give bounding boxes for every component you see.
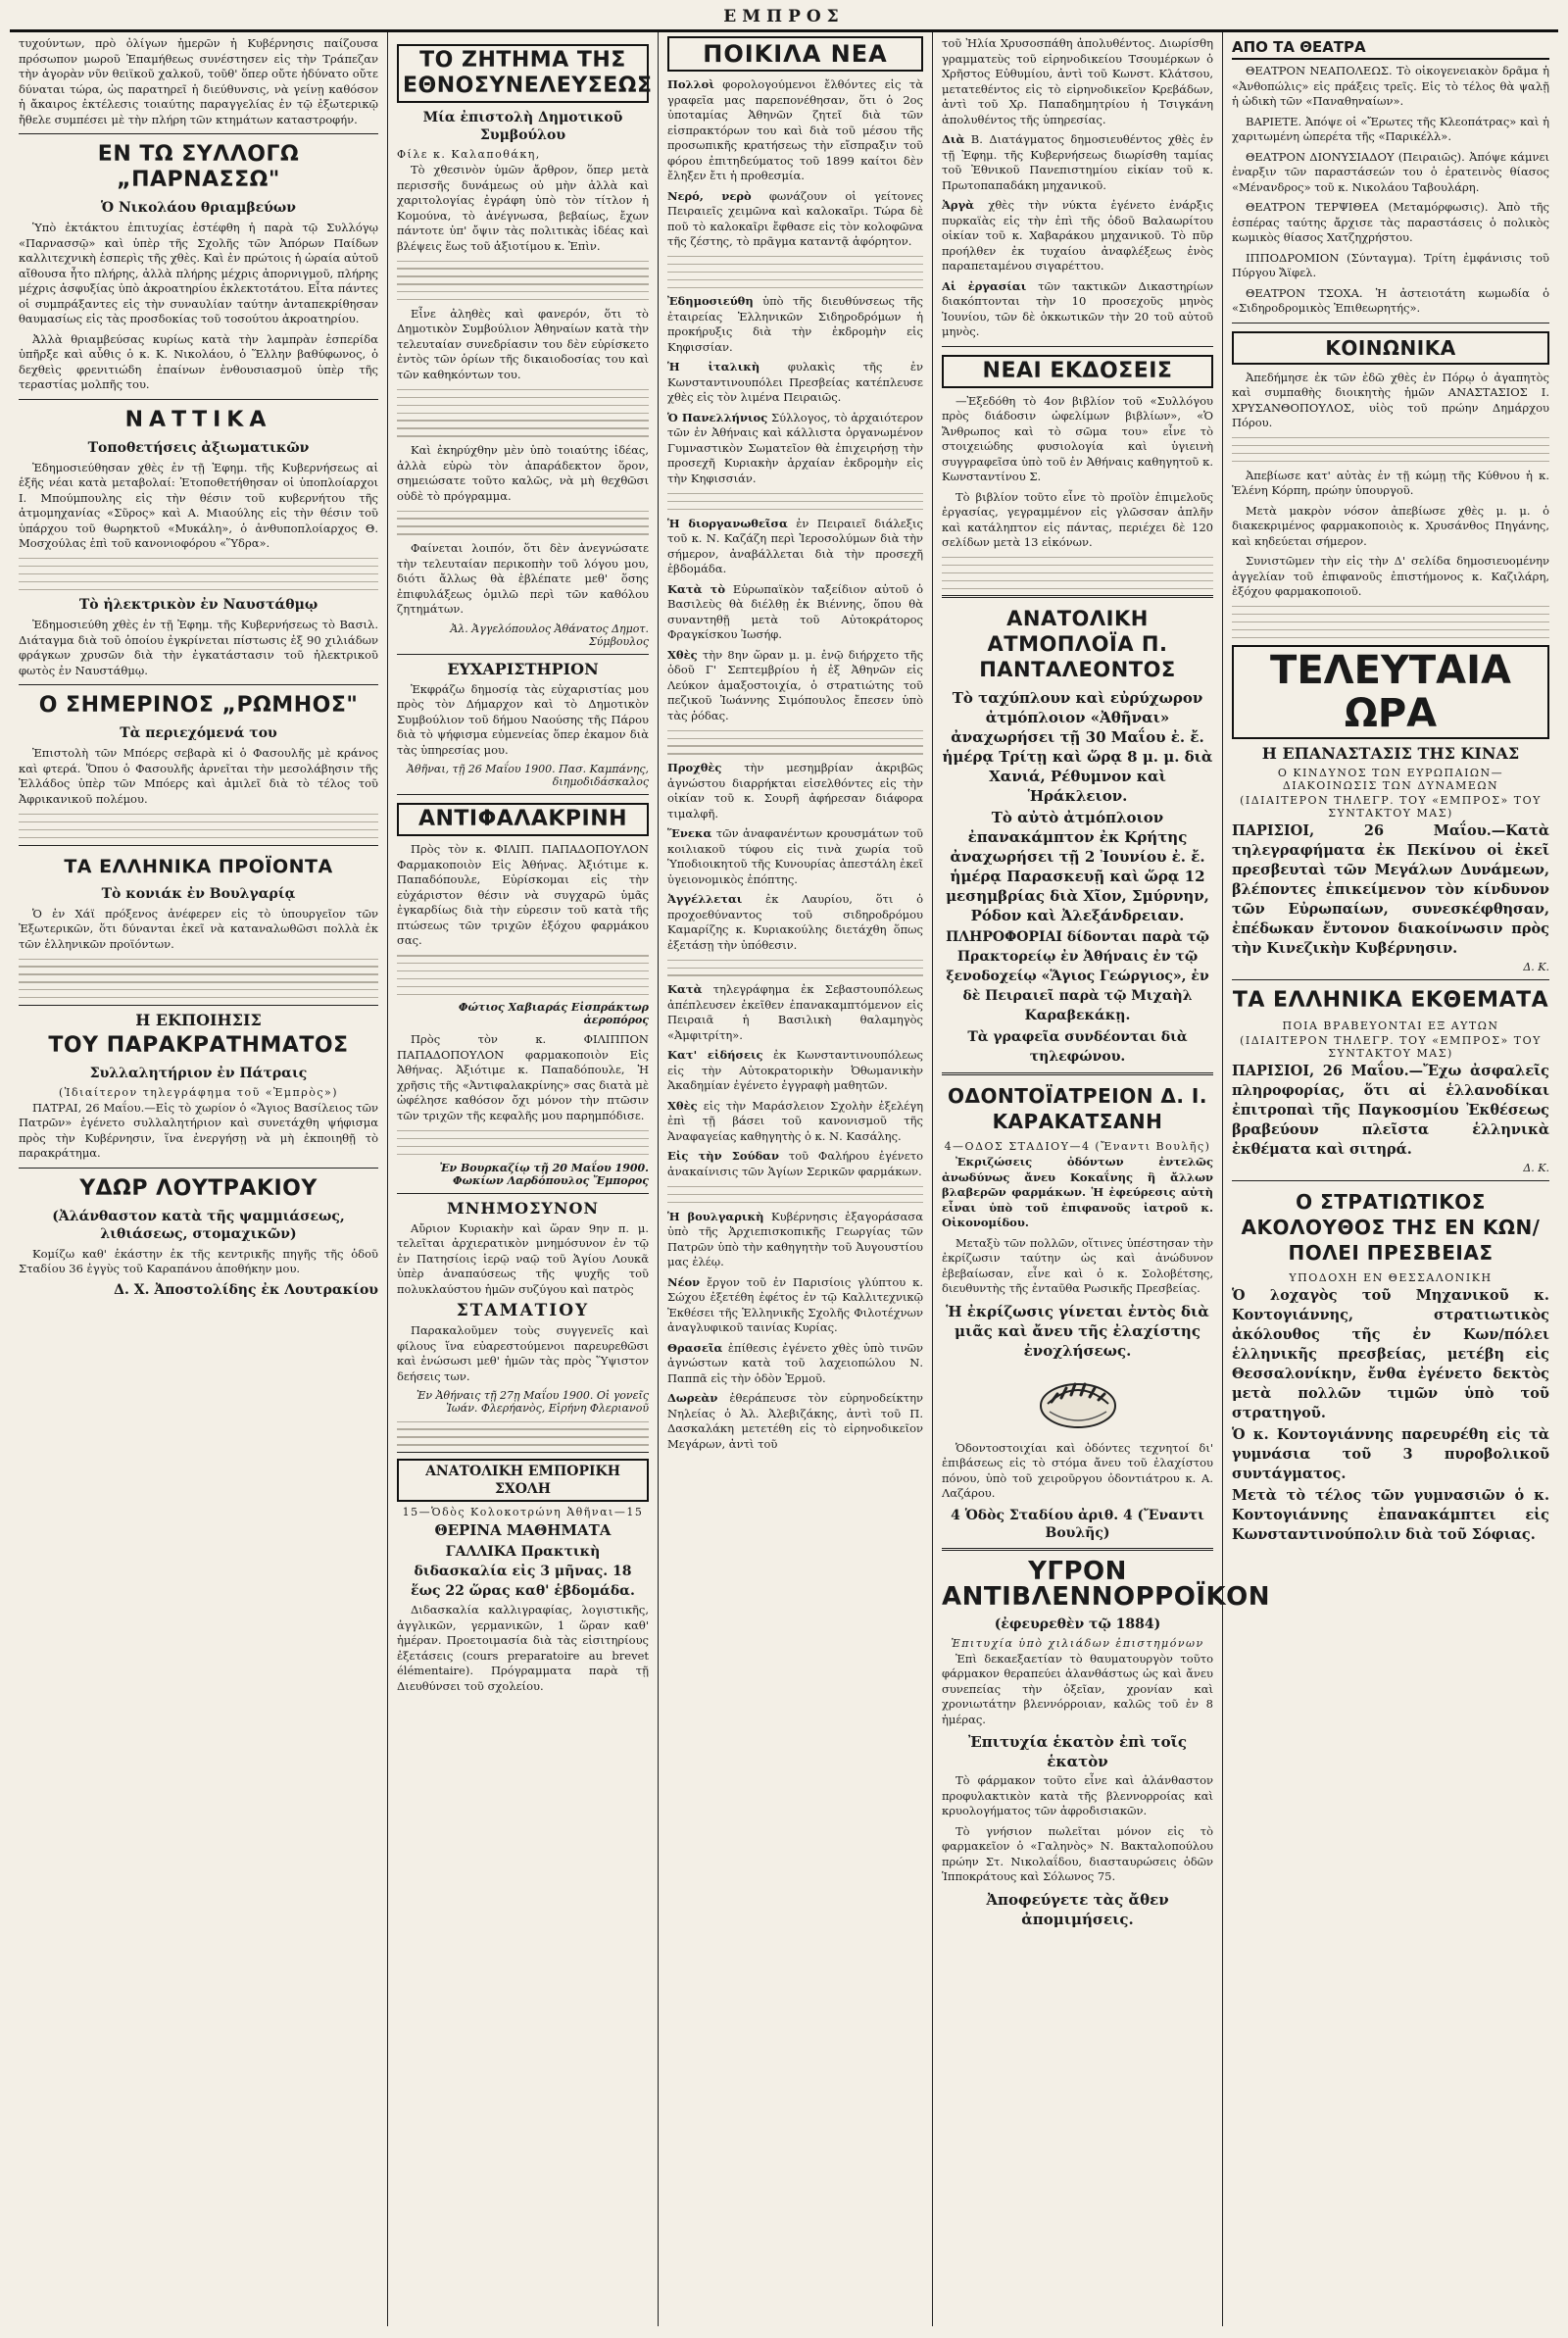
article-text: Διδασκαλία καλλιγραφίας, λογιστικῆς, ἀγγλικῶν, γερμανικῶν, 1 ὥραν καθ' ἡμέραν. Προετοιμασία διὰ τὰς εἰσιτηρίους ἐξετάσεις (cours preparatoire au brevet élémentaire). Πρόγραμματα παρὰ τῇ Διευθύνσει τοῦ σχολείου.	[397, 1603, 649, 1693]
headline-koinonika: ΚΟΙΝΩΝΙΚΑ	[1232, 331, 1549, 365]
article-text: ΘΕΑΤΡΟΝ ΤΕΡΨΙΘΕΑ (Μεταμόρφωσις). Ἀπὸ τῆς ἑσπέρας ταύτης ἄρχισε τὰς παραστάσεις ὁ πολικὸς κωμικὸς θίασος Χατζηχρήστου.	[1232, 200, 1549, 244]
subhead-year: (ἐφευρεθὲν τῷ 1884)	[994, 1616, 1161, 1632]
article-text: ἐκ Κωνσταντινουπόλεως εἰς τὴν Αὐτοκρατορικὴν Ὀθωμανικὴν Ἀκαδημίαν ἐγένετο ἐγγραφὴ μαθητῶν.	[667, 1048, 923, 1093]
article-text: ΠΑΤΡΑΙ, 26 Μαΐου.—Εἰς τὸ χωρίον ὁ «Ἅγιος Βασίλειος τῶν Πατρῶν» ἐγένετο συλλαλητήριον καὶ συνετάχθη ψήφισμα πρὸς τὴν Κυβέρνησιν, ἵνα ἐνεργήσῃ νὰ μὴ ἐκποιηθῇ τὸ παρακράτημα.	[19, 1100, 378, 1161]
divider	[942, 1548, 1213, 1551]
article-text: Τὸ φάρμακον τοῦτο εἶνε καὶ ἀλάνθαστον προφυλακτικὸν κατὰ τῆς βλεννορροίας καὶ κρυολογήματος τῶν ἀφροδισιακῶν.	[942, 1773, 1213, 1818]
article-text: Κυβέρνησις ἐξαγοράσασα ὑπὸ τῆς Ἀρχιεπισκοπικῆς Γεωργίας τῶν Πατρῶν ὑπὸ τὴν καθηγητὴν τοῦ Ἀυγουστίου μας ἐλέῳ.	[667, 1209, 923, 1269]
text-filler	[667, 730, 923, 755]
dentures-icon	[1034, 1367, 1122, 1435]
article-text: Ἀπεδήμησε ἐκ τῶν ἐδῶ χθὲς ἐν Πόρῳ ὁ ἀγαπητὸς καὶ συμπαθὴς διοικητὴς ἡμῶν ΑΝΑΣΤΑΣΙΟΣ Ι. ΧΡΥΣΑΝΘΟΠΟΥΛΟΣ, υἱὸς τοῦ πρώην Δημάρχου Πόρου.	[1232, 370, 1549, 429]
article-text: Καὶ ἐκηρύχθην μὲν ὑπὸ τοιαύτης ἰδέας, ἀλλὰ εὑρὼ τὸν ἀπαράδεκτον ὅρον, σημειώσατε τοῦτο καλῶς, νὰ μὴ θεχθῶσι οὐδὲ τὸ πρόγραμμα.	[397, 443, 649, 503]
text-filler	[397, 1421, 649, 1446]
runin-heading: Κατ' εἰδήσεις	[667, 1048, 763, 1063]
runin-heading: Κατὰ	[667, 982, 703, 997]
headline-atmoploia: ΑΝΑΤΟΛΙΚΗ ΑΤΜΟΠΛΟΪΑ Π. ΠΑΝΤΑΛΕΟΝΤΟΣ	[979, 607, 1176, 682]
headline-mnimosynon: ΜΝΗΜΟΣΥΝΟΝ	[446, 1198, 600, 1218]
article-text: Β. Διατάγματος δημοσιευθέντος χθὲς ἐν τῇ Ἐφημ. τῆς Κυβερνήσεως διωρίσθη ταμίας τοῦ Ἐθνικοῦ Πανεπιστημίου εἰκίαν τοῦ κ. Πρωτοπαπαδάκη μηχανικοῦ.	[942, 132, 1214, 192]
runin-heading: Νέον	[667, 1274, 701, 1289]
headline-nattika: ΝΑΤΤΙΚΑ	[124, 407, 272, 432]
ad-line: ΠΛΗΡΟΦΟΡΙΑΙ δίδονται παρὰ τῷ Πρακτορείῳ ἐν Ἀθήναις ἐν τῷ ξενοδοχείῳ «Ἅγιος Γεώργιος», ἐν δὲ Πειραιεῖ παρὰ τῷ Μιχαὴλ Καραβεκάκῃ.	[946, 929, 1209, 1024]
subhead-ypodochi: ΥΠΟΔΟΧΗ ΕΝ ΘΕΣΣΑΛΟΝΙΚΗ	[1289, 1270, 1493, 1284]
text-filler	[397, 955, 649, 995]
article-text: ΘΕΑΤΡΟΝ ΝΕΑΠΟΛΕΩΣ. Τὸ οἰκογενειακὸν δρᾶμα ἡ «Ἀνθοπώλις» εἰς πράξεις τρεῖς. Εἰς τὸ τέλος θὰ ψαλῇ ἡ ὠδικὴ τῶν «Παναθηναίων».	[1232, 64, 1549, 108]
headline-stratiotikos: Ο ΣΤΡΑΤΙΩΤΙΚΟΣ ΑΚΟΛΟΥΘΟΣ ΤΗΣ ΕΝ ΚΩΝ/ΠΟΛΕΙ ΠΡΕΣΒΕΙΑΣ	[1241, 1189, 1541, 1265]
article-text: Πρὸς τὸν κ. ΦΙΛΙΠ. ΠΑΠΑΔΟΠΟΥΛΟΝ Φαρμακοποιὸν Εἰς Ἀθήνας. Ἀξιότιμε κ. Παπαδόπουλε, Εὐρίσκομαι εἰς τὴν εὐχάριστον θέσιν νὰ συγχαρῶ ὑμᾶς ἐγκαρδίως διὰ τὴν εὑρεσιν τοῦ κατὰ τῆς πτώσεως τῶν τριχῶν ἐξόχου φαρμάκου σας.	[397, 842, 649, 948]
text-filler	[397, 511, 649, 535]
telegram-note: (ΙΔΙΑΙΤΕΡΟΝ ΤΗΛΕΓΡ. ΤΟΥ «ΕΜΠΡΟΣ» ΤΟΥ ΣΥΝΤΑΚΤΟΥ ΜΑΣ)	[1240, 793, 1542, 820]
article-text: ἐν Πειραιεῖ διάλεξις τοῦ κ. Ν. Καζάζη περὶ Ἱεροσολύμων διὰ τὴν σήμερον, ἀναβάλλεται διὰ τὴν προσεχῆ ἑβδομάδα.	[667, 516, 923, 576]
divider	[942, 595, 1213, 598]
article-text: Κομίζω καθ' ἑκάστην ἐκ τῆς κεντρικῆς πηγῆς τῆς ὁδοῦ Σταδίου 36 ἐγγὺς τοῦ Καραπάνου ἀποθήκην μου.	[19, 1246, 378, 1276]
runin-heading: Ὁ Πανελλήνιος	[667, 410, 768, 424]
divider	[19, 1168, 378, 1169]
article-text: ὑπὸ τῆς διευθύνσεως τῆς ἐταιρείας Ἑλληνικῶν Σιδηροδρόμων ἡ προκήρυξις διὰ τὴν ἐκδρομὴν εἰς Κηφισσίαν.	[667, 294, 923, 354]
subhead-periexomena: Τὰ περιεχόμενά του	[120, 725, 277, 742]
runin-heading: Αἱ ἐργασίαι	[942, 278, 1027, 293]
article-text: Ἐκφράζω δημοσίᾳ τὰς εὐχαριστίας μου πρὸς τὸν Δήμαρχον καὶ τὸ Δημοτικὸν Συμβούλιον τοῦ δήμου Ναούσης τῆς Πάρου διὰ τὸ ψήφισμα εὐμενείας ὅπερ ἐκαμον διὰ τὰς ὑπηρεσίας μου.	[397, 681, 649, 757]
runin-heading: Δωρεὰν	[667, 1391, 718, 1406]
ad-line: ΘΕΡΙΝΑ ΜΑΘΗΜΑΤΑ	[434, 1521, 612, 1540]
text-filler	[19, 959, 378, 999]
telegram-text: Μετὰ τὸ τέλος τῶν γυμνασιῶν ὁ κ. Κοντογιάννης ἐπανακάμπτει εἰς Κωνσταντινούπολιν διὰ τοῦ Σόφιας.	[1232, 1486, 1549, 1543]
article-text: φωνάζουν οἱ γείτονες Πειραιεῖς χειμῶνα καὶ καλοκαῖρι. Τώρα δὲ ποῦ τὸ καλοκαῖρι ἔφθασε εἰς τὸν κολοφῶνα τῆς ζέστης, τὸ πρᾶγμα καταντᾷ ἀφόρητον.	[667, 188, 923, 248]
runin-heading: Θρασεῖα	[667, 1340, 723, 1355]
text-filler	[397, 261, 649, 301]
runin-heading: Νερό, νερὸ	[667, 188, 752, 203]
column-3	[659, 32, 933, 2326]
text-filler	[1232, 606, 1549, 638]
signature: Δ. Χ. Ἀποστολίδης ἐκ Λουτρακίου	[114, 1281, 378, 1298]
article-text: Ὁ ἐν Χάϊ πρόξενος ἀνέφερεν εἰς τὸ ὑπουργεῖον τῶν Ἐξωτερικῶν, ὅτι δύνανται ἐκεῖ νὰ καταναλωθῶσι πολλὰ ἐκ τῶν ἑλληνικῶν προϊόντων.	[19, 906, 378, 951]
article-text: τῶν ἀναφανέντων κρουσμάτων τοῦ κοιλιακοῦ τύφου εἰς τινὰ χωρία τοῦ Ὑποδιοικητοῦ τῆς Κυνουρίας ἀπεστάλη ἐκεῖ ὑγειονομικὸς ἐπόπτης.	[667, 826, 924, 886]
article-text: τὴν 8ην ὥραν μ. μ. ἐνῷ διήρχετο τῆς ὁδοῦ Γ' Σεπτεμβρίου ἡ ἐξ Ἀθηνῶν εἰς Λεύκον ἁμαξοστοιχία, ὁ στρατιώτης τοῦ πεζικοῦ Ἰωάννης Σιμόπουλος ἔπεσεν ὑπὸ τὰς ῥόδας.	[667, 647, 924, 722]
runin-heading: Ἀγγέλλεται	[667, 892, 743, 907]
article-text: ἐθεράπευσε τὸν εὐρηνοδείκτην Νηλείας ὁ Ἀλ. Ἀλεβιζάκης, ἀντὶ τοῦ Π. Δασκαλάκη μετετέθη εἰς τὸ εἰρηνοδικεῖον Μεγάρων, ἀντὶ τοῦ	[667, 1391, 923, 1451]
article-text: Τὸ γνήσιον πωλεῖται μόνον εἰς τὸ φαρμακεῖον ὁ «Γαληνὸς» Ν. Βακταλοπούλου πρώην Στ. Νικολαΐδου, διασταυρώσεις ὁδῶν Ἱπποκράτους καὶ Σόλωνος 75.	[942, 1823, 1213, 1884]
headline-emporiki-scholi: ΑΝΑΤΟΛΙΚΗ ΕΜΠΟΡΙΚΗ ΣΧΟΛΗ	[397, 1459, 649, 1502]
runin-heading: Ἐδημοσιεύθη	[667, 294, 754, 309]
subhead-ilektrikon: Τὸ ἠλεκτρικὸν ἐν Ναυστάθμῳ	[78, 597, 318, 614]
article-text: φορολογούμενοι ἔλθόντες εἰς τὰ γραφεῖα μας παρεπονέθησαν, ὅτι ὁ 2ος ὑποταμίας Ἀθηνῶν ζητεῖ διὰ τῶν εἰσπρακτόρων του καὶ διὰ τοῦ μέσου τῆς προσωπικῆς κρατήσεως τὴν εἴσπραξιν τοῦ φόρου ἐπιτηδεύματος τοῦ 1899 καίτοι δὲν ἔληξεν ἔτι ἡ προθεσμία.	[667, 77, 924, 182]
headline-poikila-nea: ΠΟΙΚΙΛΑ ΝΕΑ	[667, 36, 923, 72]
article-text: ἐκ Λαυρίου, ὅτι ὁ προχοεθύναντος τοῦ σιδηροδρόμου Καμαρίζης κ. Κυριακούλης διετάχθη ὅπως ἐξετάσῃ τὴν ὑπόθεσιν.	[667, 892, 924, 952]
article-text: ἔργον τοῦ ἐν Παρισίοις γλύπτου κ. Σώχου ἐξετέθη ἐφέτος ἐν τῷ Καλλιτεχνικῷ Ἐκθέσει τῆς Ἑλληνικῆς Σχολῆς Φιλοτέχνων ἀναγλυφικοῦ ταινίας Κυρίας.	[667, 1274, 923, 1335]
headline-ekpoiisis: Η ΕΚΠΟΙΗΣΙΣ	[135, 1010, 262, 1029]
text-filler	[667, 256, 923, 288]
article-text: εἰς τὴν Μαράσλειον Σχολὴν ἐξελέγη ἐπὶ τῇ βάσει τοῦ κανονισμοῦ τῆς Ἀναφαγείας καθηγητὴς ὁ κ. Ν. Κασάλης.	[667, 1098, 923, 1143]
subhead-nikolaou: Ὁ Νικολάου θριαμβεύων	[101, 200, 296, 216]
text-filler	[667, 493, 923, 510]
divider	[397, 654, 649, 655]
runin-heading: Ἡ βουλγαρικὴ	[667, 1209, 764, 1223]
column-1	[10, 32, 388, 2326]
ad-line: Τὸ αὐτὸ ἀτμόπλοιον ἐπανακάμπτον ἐκ Κρήτης ἀναχωρήσει τῇ 2 Ἰουνίου ἐ. ἔ. ἡμέρᾳ Παρασκευῇ καὶ ὥρᾳ 12 μεσημβρίας διὰ Χῖον, Σμύρνην, Ρόδον καὶ Ἀλεξάνδρειαν.	[946, 809, 1209, 925]
signature: Ἀλ. Ἀγγελόπουλος Ἀθάνατος Δημοτ. Σύμβουλος	[450, 622, 649, 648]
headline-ygron: ΥΓΡΟΝ ΑΝΤΙΒΛΕΝΝΟΡΡΟΪΚΟΝ	[942, 1556, 1271, 1612]
subhead-syllalitirion: Συλλαλητήριον ἐν Πάτραις	[89, 1065, 308, 1081]
divider	[1232, 1180, 1549, 1181]
divider	[19, 133, 378, 134]
headline-loutraki: ΥΔΩΡ ΛΟΥΤΡΑΚΙΟΥ	[79, 1175, 318, 1201]
subhead-loutraki: (Ἀλάνθαστον κατὰ τῆς ψαμμιάσεως, λιθιάσεως, στομαχικῶν)	[52, 1208, 345, 1242]
text-filler	[397, 389, 649, 437]
headline-neai-ekdoseis: ΝΕΑΙ ΕΚΔΟΣΕΙΣ	[942, 355, 1213, 388]
divider	[19, 399, 378, 400]
article-text: ΘΕΑΤΡΟΝ ΔΙΟΝΥΣΙΑΔΟΥ (Πειραιῶς). Ἀπόψε κάμνει ἐναρξιν τῶν παραστάσεών του ὁ ἐρατεινὸς θίασος «Μένανδρος» τοῦ κ. Νικολάου Ταβουλάρη.	[1232, 149, 1549, 194]
runin-heading: Διὰ	[942, 132, 965, 146]
article-text: —Ἐξεδόθη τὸ 4ον βιβλίον τοῦ «Συλλόγου πρὸς διάδοσιν ὠφελίμων βιβλίων», «Ὁ Ἄνθρωπος καὶ τὸ σῶμα του» εἶνε τὸ στοιχειώδης φυσιολογία καὶ ὑγιεινὴ συγγραφεῖσα ὑπὸ τοῦ ἐν Ἀθήναις καθηγητοῦ κ. Κωνσταντίνου Σ.	[942, 393, 1213, 483]
telegram-note: (Ἰδιαίτερον τηλεγράφημα τοῦ «Ἐμπρὸς»)	[58, 1085, 339, 1099]
headline-parakratimatos: ΤΟΥ ΠΑΡΑΚΡΑΤΗΜΑΤΟΣ	[48, 1032, 349, 1058]
runin-heading: Ἡ διοργανωθεῖσα	[667, 516, 788, 530]
subhead-koniak: Τὸ κονιάκ ἐν Βουλγαρίᾳ	[101, 885, 296, 902]
telegram-text: Ὁ κ. Κοντογιάννης παρευρέθη εἰς τὰ γυμνάσια τοῦ 3 πυροβολικοῦ συντάγματος.	[1232, 1425, 1549, 1482]
article-text: Μεταξὺ τῶν πολλῶν, οἵτινες ὑπέστησαν τὴν ἐκρίζωσιν ταύτην ὡς καὶ ἀνώδυνον ἐβεβαίωσαν, εἶνε καὶ ὁ κ. Σολοβέτσης, διευθυντὴς τῆς ἐνταῦθα Ρωσικῆς Πρεσβείας.	[942, 1235, 1213, 1296]
headline-syllogo: ΕΝ ΤΩ ΣΥΛΛΟΓΩ „ΠΑΡΝΑΣΣΩ"	[97, 142, 300, 192]
text-filler	[667, 960, 923, 976]
article-text: Ἐπιστολὴ τῶν Μπόερς σεβαρὰ κἰ ὁ Φασουλῆς μὲ κράνος καὶ φτερά. Ὅπου ὁ Φασουλῆς ἀρνεῖται τὴν μεσολάβησιν τῆς Ἑλλάδος ὑπὲρ τῶν Μπόερς καὶ ἀμιλεῖ διὰ τὸ τέλος τοῦ Ἀφρικανικοῦ πολέμου.	[19, 746, 378, 806]
runin-heading: Εἰς τὴν Σούδαν	[667, 1149, 780, 1164]
signature: Ἀθῆναι, τῇ 26 Μαΐου 1900. Πασ. Καμπάνης, διημοδιδάσκαλος	[407, 763, 649, 789]
subhead-kindynos: Ο ΚΙΝΔΥΝΟΣ ΤΩΝ ΕΥΡΩΠΑΙΩΝ—ΔΙΑΚΟΙΝΩΣΙΣ ΤΩΝ ΔΥΝΑΜΕΩΝ	[1277, 766, 1504, 792]
divider	[942, 346, 1213, 347]
ad-line: Τὸ ταχύπλουν καὶ εὐρύχωρον ἀτμόπλοιον «Ἀθῆναι» ἀναχωρήσει τῇ 30 Μαΐου ἐ. ἔ. ἡμέρᾳ Τρίτῃ καὶ ὥρᾳ 8 μ. μ. διὰ Χανιά, Ρέθυμνον καὶ Ἡράκλειον.	[942, 689, 1213, 806]
address: 15—Ὁδὸς Κολοκοτρώνη Ἀθῆναι—15	[402, 1506, 644, 1519]
runin-heading: Χθὲς	[667, 647, 698, 662]
article-text: Μετὰ μακρὸν νόσον ἀπεβίωσε χθὲς μ. μ. ὁ διακεκριμένος φαρμακοποιὸς κ. Χρυσάνθος Πηγάνης, καὶ κηδεύεται σήμερον.	[1232, 503, 1549, 548]
ad-line: Ἀποφεύγετε τὰς ἄθεν ἀπομιμήσεις.	[986, 1890, 1169, 1928]
name-stamatiou: ΣΤΑΜΑΤΙΟΥ	[456, 1301, 590, 1321]
column-5	[1223, 32, 1558, 2326]
runin-heading: Πολλοὶ	[667, 77, 714, 91]
columns	[10, 32, 1558, 2326]
headline-zitima: ΤΟ ΖΗΤΗΜΑ ΤΗΣ ΕΘΝΟΣΥΝΕΛΕΥΣΕΩΣ	[397, 44, 649, 103]
article-text: Σύλλογος, τὸ ἀρχαιότερον τῶν ἐν Ἀθήναις καὶ κάλλιστα ὀργανωμένον Γυμναστικὸν Σωματεῖον θὰ ἐπιχειρήσῃ τὴν προσεχῆ Κυριακὴν ἀρχαίαν ἐκδρομὴν εἰς τὴν Κηφισσιάν.	[667, 410, 923, 485]
divider	[19, 684, 378, 685]
divider	[942, 1072, 1213, 1075]
article-text: Ἐδημοσιεύθησαν χθὲς ἐν τῇ Ἐφημ. τῆς Κυβερνήσεως αἱ ἑξῆς νέαι κατὰ μεταβολαί: Ἐτοποθετήθησαν οἱ ὑποπλοίαρχοι Ι. Μπούμπουλης εἰς τὴν θέσιν τοῦ κυβερνήτου τῆς ἀτμομηχανίας «Σῦρος» καὶ Α. Μιαούλης εἰς τὴν θέσιν τοῦ ὑπάρχου τοῦ θωρηκτοῦ «Μυκάλη», ὁ ἀνθυποπλοίαρχος Θ. Μοσχούλας ἐπὶ τοῦ κανονιοφόρου «Ὕδρα».	[19, 460, 378, 550]
article-text: τὴν μεσημβρίαν ἀκριβῶς ἀγνώστου διαρρήκται εἰσελθόντες εἰς τὴν οἰκίαν τοῦ κ. Σουρῆ ἀφήρεσαν διάφορα τιμαλφῆ.	[667, 761, 923, 821]
article-text: Ἐκριζώσεις ὀδόντων ἐντελῶς ἀνωδύνως ἄνευ Κοκαΐνης ἢ ἄλλων βλαβερῶν φαρμάκων. Ἡ ἐφεύρεσις αὐτὴ εἶναι ὑπὸ τοῦ ἐπιφανοῦς ἰατροῦ κ. Οἰκονομίδου.	[942, 1155, 1213, 1230]
runin-heading: Ἡ ἰταλικὴ	[667, 360, 760, 374]
article-text: ἐπίθεσις ἐγένετο χθὲς ὑπὸ τινῶν ἀγνώστων κατὰ τοῦ λαχειοπώλου Ν. Παππᾶ εἰς τὴν ὁδὸν Ἑρμοῦ.	[667, 1340, 923, 1385]
article-text: Εἶνε ἀληθὲς καὶ φανερόν, ὅτι τὸ Δημοτικὸν Συμβούλιον Ἀθηναίων κατὰ τὴν τελευταίαν συνεδρίασιν του δὲν εὑρίσκετο ἐντὸς τῶν ὁρίων τῆς δικαιοδοσίας του καὶ τῶν καθηκόντων του.	[397, 306, 649, 381]
article-text: Τὸ χθεσινὸν ὑμῶν ἄρθρον, ὅπερ μετὰ περισσῆς δυνάμεως οὐ μὴν ἀλλὰ καὶ χαριτολογίας ἐγράφη ὑπὸ τὸν τίτλον ἡ Κομούνα, τὸ ἀνέγνωσα, βεβαίως, ἔχων πάντοτε ὑπ' ὄψιν τὰς πολιτικὰς ἰδέας καὶ βλέψεις ἕως τοῦ ἀξιοτίμου κ. Ἐπὶν.	[397, 163, 649, 253]
article-text: ΙΠΠΟΔΡΟΜΙΟΝ (Σύνταγμα). Τρίτη ἐμφάνισις τοῦ Πύργου Ἄϊφελ.	[1232, 250, 1549, 279]
headline-theatra: ΑΠΟ ΤΑ ΘΕΑΤΡΑ	[1232, 36, 1549, 60]
headline-antifalakrini: ΑΝΤΙΦΑΛΑΚΡΙΝΗ	[397, 803, 649, 836]
headline-proionta: ΤΑ ΕΛΛΗΝΙΚΑ ΠΡΟΪΟΝΤΑ	[64, 855, 333, 877]
article-text: τοῦ Φαλήρου ἐγένετο ἀνακαίνισις τῶν Ἁγίων Σερικῶν φαρμάκων.	[667, 1149, 924, 1178]
divider	[397, 1193, 649, 1194]
runin-heading: Προχθὲς	[667, 761, 722, 775]
text-filler	[397, 1130, 649, 1155]
telegram-text: ΠΑΡΙΣΙΟΙ, 26 Μαΐου.—Κατὰ τηλεγραφήματα ἐκ Πεκίνου οἱ ἐκεῖ πρεσβευταὶ τῶν Μεγάλων Δυνάμεων, βλέποντες ἐπικείμενον τὸν κίνδυνον τῶν Εὐρωπαίων, συνεσκέφθησαν, ἐπέδωκαν ἔντονον διακοίνωσιν πρὸς τὴν Κινεζικὴν Κυβέρνησιν.	[1232, 821, 1549, 957]
article-text: ΒΑΡΙΕΤΕ. Ἀπόψε οἱ «Ἔρωτες τῆς Κλεοπάτρας» καὶ ἡ χαριτωμένη ὠπερέτα τῆς «Παρικέλλ».	[1232, 114, 1549, 143]
article-text: τῶν τακτικῶν Δικαστηρίων διακόπτονται τὴν 10 προσεχοῦς μηνὸς Ἰουνίου, τῶν δὲ ὀκκωτικῶν τὴν 20 τοῦ αὐτοῦ μηνὸς.	[942, 278, 1214, 338]
article-text: Ἀπεβίωσε κατ' αὐτὰς ἐν τῇ κώμῃ τῆς Κύθνου ἡ κ. Ἑλένη Κόρπη, πρώην ὑπουργοῦ.	[1232, 468, 1549, 498]
article-text: Εὐρωπαϊκὸν ταξείδιον αὐτοῦ ὁ Βασιλεὺς θὰ διέλθῃ ἐκ Βιέννης, ὅπου θὰ συναντηθῇ μετὰ τοῦ Αὐτοκράτορος Φραγκίσκου Ἰωσήφ.	[667, 581, 923, 642]
headline-teleftaia-ora: ΤΕΛΕΥΤΑΙΑ ΩΡΑ	[1232, 645, 1549, 739]
signature: Δ. Κ.	[1523, 1161, 1549, 1174]
text-filler	[19, 814, 378, 838]
subhead-success: Ἐπιτυχία ὑπὸ χιλιάδων ἐπιστημόνων	[951, 1636, 1204, 1650]
subhead-topothetiseis: Τοποθετήσεις ἀξιωματικῶν	[87, 439, 310, 456]
runin-heading: Κατὰ τὸ	[667, 581, 726, 596]
article-text: Συνιστῶμεν τὴν εἰς τὴν Δ' σελίδα δημοσιευομένην ἀγγελίαν τοῦ ἐπιφανοῦς ἐπιστήμονος κ. Καζιλάρη, ἐξόχου φαρμακοποιοῦ.	[1232, 554, 1549, 599]
subhead-vraveuontai: ΠΟΙΑ ΒΡΑΒΕΥΟΝΤΑΙ ΕΞ ΑΥΤΩΝ	[1282, 1019, 1499, 1032]
article-text: Ὑπὸ ἐκτάκτου ἐπιτυχίας ἐστέφθη ἡ παρὰ τῷ Συλλόγῳ «Παρνασσῷ» καὶ ὑπὲρ τῆς Σχολῆς τῶν Ἀπόρων Παίδων καλλιτεχνικὴ ἑσπερὶς τῆς χθὲς. Καὶ ἐν πρώτοις ἡ ὡραία αὐτοῦ αἴθουσα ἦτο πλήρης, ἀλλὰ πλήρης μέχρις ἀπορνιγμοῦ, πλήρης μέχρις ἀσφυξίας ὑπὸ ἀκροατηρίου ἐκλεκτοτάτου. Εἶτα πάντες οἱ συμπράξαντες εἰς τὴν συναυλίαν ταύτην ἀνταπεκρίθησαν θαυμασίως εἰς τὰς προσδοκίας τοῦ τοσούτου ἀκροατηρίου.	[19, 221, 378, 325]
divider	[397, 794, 649, 795]
telegram-text: Ὁ λοχαγὸς τοῦ Μηχανικοῦ κ. Κοντογιάννης, στρατιωτικὸς ἀκόλουθος τῆς ἐν Κων/πόλει ἑλληνικῆς πρεσβείας, μετέβη εἰς Θεσσαλονίκην, ἔνθα ἐγένετο δεκτὸς μετὰ πολλῶν τιμῶν ὑπὸ τοῦ στρατηγοῦ.	[1232, 1286, 1549, 1421]
headline-eucharistirion: ΕΥΧΑΡΙΣΤΗΡΙΟΝ	[447, 659, 599, 678]
ad-line: Ἡ ἐκρίζωσις γίνεται ἐντὸς διὰ μιᾶς καὶ ἄνευ τῆς ἐλαχίστης ἐνοχλήσεως.	[946, 1302, 1209, 1360]
article-text: Ἀλλὰ θριαμβεύσας κυρίως κατὰ τὴν λαμπρὰν ἑσπερίδα ὑπῆρξε καὶ αὖθις ὁ κ. Κ. Νικολάου, ὁ Ἕλλην βαθύφωνος, ὁ δεχθεὶς φρενιτιώδη ἐπαίνων ἐνθουσιασμοῦ ὑπὲρ τῆς τεραστίας μολπῆς του.	[19, 331, 378, 391]
signature: Φώτιος Χαβιαράς Εἰσπράκτωρ ἀεροπόρος	[458, 1001, 649, 1027]
signature: Δ. Κ.	[1523, 960, 1549, 973]
article-text: Πρὸς τὸν κ. ΦΙΛΙΠΠΟΝ ΠΑΠΑΔΟΠΟΥΛΟΝ φαρμακοποιὸν Εἰς Ἀθήνας. Ἀξιότιμε κ. Παπαδόπουλε, Ἡ χρῆσις τῆς «Ἀντιφαλακρίνης» σας διατὰ μὲ ὠφέλησε καθόσον ὄχι μόνον τὴν πτῶσιν τῶν τριχῶν τῆς κεφαλῆς μου παρημπόδισε.	[397, 1032, 649, 1122]
column-4	[933, 32, 1271, 2326]
article-text: Φαίνεται λοιπόν, ὅτι δὲν ἀνεγνώσατε τὴν τελευταίαν περικοπὴν τοῦ λόγου μου, διότι ἄλλως θὰ ἐβλέπατε μεθ' ὅσης ἐπιφυλάξεως ὁμιλῶ περὶ τῶν καθόλου ζητημάτων.	[397, 541, 649, 617]
signature: Ἐν Ἀθήναις τῇ 27ῃ Μαΐου 1900. Οἱ γονεῖς Ἰωάν. Φλερήανὸς, Εἰρήνη Φλεριανοῦ	[416, 1389, 649, 1416]
divider	[1232, 979, 1549, 980]
article-text: Τὸ βιβλίον τοῦτο εἶνε τὸ προϊὸν ἐπιμελοῦς ἐργασίας, γεγραμμένον εἰς γλῶσσαν ἁπλῆν καὶ κατάληπτον εἰς πάντας, περιέχει δὲ 120 σελίδων μετὰ 13 εἰκόνων.	[942, 489, 1213, 549]
runin-heading: Ἕνεκα	[667, 826, 712, 841]
masthead: ΕΜΠΡΟΣ	[723, 7, 845, 26]
column-2	[388, 32, 659, 2326]
salutation: Φίλε κ. Καλαποθάκη,	[397, 148, 541, 161]
divider	[397, 1452, 649, 1453]
runin-heading: Ἀργὰ	[942, 198, 975, 212]
article-text: τηλεγράφημα ἐκ Σεβαστουπόλεως ἀπέπλευσεν ἐκεῖθεν ἐπανακαμπτόμενον εἰς Πειραιᾶ ἡ Βασιλικὴ θαλαμηγὸς «Ἀμφιτρίτη».	[667, 982, 923, 1042]
divider	[19, 845, 378, 846]
subhead-epistoli: Μία ἐπιστολὴ Δημοτικοῦ Συμβούλου	[422, 110, 623, 143]
ad-line: ΓΑΛΛΙΚΑ Πρακτικὴ διδασκαλία εἰς 3 μῆνας. 18 ἕως 22 ὥρας καθ' ἑβδομάδα.	[411, 1544, 635, 1600]
text-filler	[1232, 437, 1549, 462]
article-text: Ἐπὶ δεκαεξαετίαν τὸ θαυματουργὸν τοῦτο φάρμακον θεραπεύει ἀλανθάστως ὡς καὶ ἄνευ συνεπείας τὴν ὀξεῖαν, χρονίαν καὶ χρονιωτάτην βλεννόρροιαν, καλῶς τοῦ ἐν 8 ἡμέρας.	[942, 1651, 1213, 1726]
divider	[19, 1005, 378, 1006]
article-text: ΘΕΑΤΡΟΝ ΤΣΟΧΑ. Ἡ ἀστειοτάτη κωμωδία ὁ «Σιδηροδρομικὸς Ἐπιθεωρητής».	[1232, 285, 1549, 315]
text-filler	[942, 557, 1213, 589]
telegram-text: ΠΑΡΙΣΙΟΙ, 26 Μαΐου.—Ἔχω ἀσφαλεῖς πληροφορίας, ὅτι αἱ ἑλλανοδίκαι ἐπιτροπαὶ τῆς Παγκοσμίου Ἐκθέσεως βραβεύουν πλεῖστα ἑλληνικὰ ἐκθέματα καὶ σιτηρά.	[1232, 1062, 1549, 1158]
subhead-kina: Η ΕΠΑΝΑΣΤΑΣΙΣ ΤΗΣ ΚΙΝΑΣ	[1261, 743, 1520, 763]
address: 4 Ὁδὸς Σταδίου ἀριθ. 4 (Ἔναντι Βουλῆς)	[951, 1507, 1204, 1541]
article-continued: τοῦ Ἠλία Χρυσοσπάθη ἀπολυθέντος. Διωρίσθη γραμματεὺς τοῦ εἰρηνοδικείου Τσουμέρκων ὁ Χρῆστος Εὐθυμίου, ἀντὶ τοῦ Κωνστ. Κλάτσου, μετατεθέντος εἰς τὸ εἰρηνοδικεῖον Κρεβάδων, ἀντὶ τοῦ Χρ. Παπαδημητρίου ἡ Τσιγκάνη ἀπολυθέντος τῆς ὑπηρεσίας.	[942, 36, 1213, 126]
article-text: Παρακαλοῦμεν τοὺς συγγενεῖς καὶ φίλους ἵνα εὐαρεστούμενοι παρευρεθῶσι καὶ ἐνώσωσι μεθ' ἡμῶν τὰς πρὸς Ὕψιστον δεήσεις των.	[397, 1323, 649, 1383]
headline-romios: Ο ΣΗΜΕΡΙΝΟΣ „ΡΩΜΗΟΣ"	[38, 693, 359, 719]
article-text: Αὔριον Κυριακὴν καὶ ὥραν 9ην π. μ. τελεῖται ἀρχιερατικὸν μνημόσυνον ἐν τῷ ἐν Πατησίοις ἱερῷ ναῷ τοῦ Ἁγίου Λουκᾶ ὑπὲρ ἀναπαύσεως τῆς ψυχῆς τοῦ πολυκλαύστου ἡμῶν συζύγου καὶ πατρὸς	[397, 1220, 649, 1296]
ad-line: Τὰ γραφεῖα συνδέονται διὰ τηλεφώνου.	[967, 1029, 1188, 1066]
runin-heading: Χθὲς	[667, 1098, 698, 1113]
signature: Ἐν Βουρκαζίῳ τῇ 20 Μαΐου 1900. Φωκίων Λαρδόπουλος Ἔμπορος	[439, 1161, 649, 1187]
address: 4—ΟΔΟΣ ΣΤΑΔΙΟΥ—4 (Ἔναντι Βουλῆς)	[944, 1140, 1211, 1154]
article-text: Ὁδοντοστοιχίαι καὶ ὀδόντες τεχνητοί δι' ἐπιβάσεως εἰς τὸ στόμα ἄνευ τοῦ ἐλαχίστου πόνου, ὑπὸ τοῦ χειροῦργου ὀδοντιάτρου κ. Α. Λαζάρου.	[942, 1440, 1213, 1501]
headline-ekthemata: ΤΑ ΕΛΛΗΝΙΚΑ ΕΚΘΕΜΑΤΑ	[1232, 987, 1549, 1013]
article-text: φυλακὶς τῆς ἐν Κωνσταντινουπόλει Πρεσβείας κατέπλευσε χθὲς εἰς τὸν λιμένα Πειραιῶς.	[667, 360, 924, 405]
ad-line: Ἐπιτυχία ἑκατὸν ἐπὶ τοῖς ἑκατὸν	[967, 1733, 1188, 1771]
article-text: Ἐδημοσιεύθη χθὲς ἐν τῇ Ἐφημ. τῆς Κυβερνήσεως τὸ Βασιλ. Διάταγμα διὰ τοῦ ὁποίου ἐγκρίνεται πίστωσις ἐξ 90 χιλιάδων φράγκων χρυσῶν διὰ τὴν ἐγκατάστασιν τοῦ ἠλεκτρικοῦ φωτὸς ἐν Ναυστάθμῳ.	[19, 618, 378, 677]
headline-odontoiatreion: ΟΔΟΝΤΟΪΑΤΡΕΙΟΝ Δ. Ι. ΚΑΡΑΚΑΤΣΑΝΗ	[948, 1084, 1207, 1134]
article-text: χθὲς τὴν νύκτα ἐγένετο ἐνάρξις πυρκαϊὰς εἰς τὴν ἐπὶ τῆς ὁδοῦ Βαλαωρίτου οἰκίαν τοῦ κ. Χαβαράκου μηχανικοῦ. Τὸ πῦρ προήλθεν ἐκ τυχαίου ἀναφλέξεως ἐνὸς παραπεταμένου σιγαρέττου.	[942, 198, 1214, 273]
article-continued: τυχούντων, πρὸ ὀλίγων ἡμερῶν ἡ Κυβέρνησις παίζουσα πρόσωπον μωροῦ Ἐπαμήθεως συνέστησεν εἰς τὴν Τράπεζαν τὴν ἀγορὰν νῦν θειϊκοῦ χαλκοῦ, τοῦθ' ὅπερ οὔτε ἠδύνατο οὔτε δύναται τώρα, ὡς παρατηρεῖ ἡ διεύθυνσις, νὰ γείνῃ καθόσον ἡ ἄκαιρος ἐκτέλεσις τοιαύτης παραγγελίας ἐν τῷ ἐξωτερικῷ ἤθελε συμπέσει μὲ τὴν πλήρη τῶν κτημάτων καταστροφήν.	[19, 36, 378, 126]
text-filler	[667, 1186, 923, 1203]
text-filler	[19, 558, 378, 590]
telegram-note: (ΙΔΙΑΙΤΕΡΟΝ ΤΗΛΕΓΡ. ΤΟΥ «ΕΜΠΡΟΣ» ΤΟΥ ΣΥΝΤΑΚΤΟΥ ΜΑΣ)	[1240, 1033, 1542, 1060]
